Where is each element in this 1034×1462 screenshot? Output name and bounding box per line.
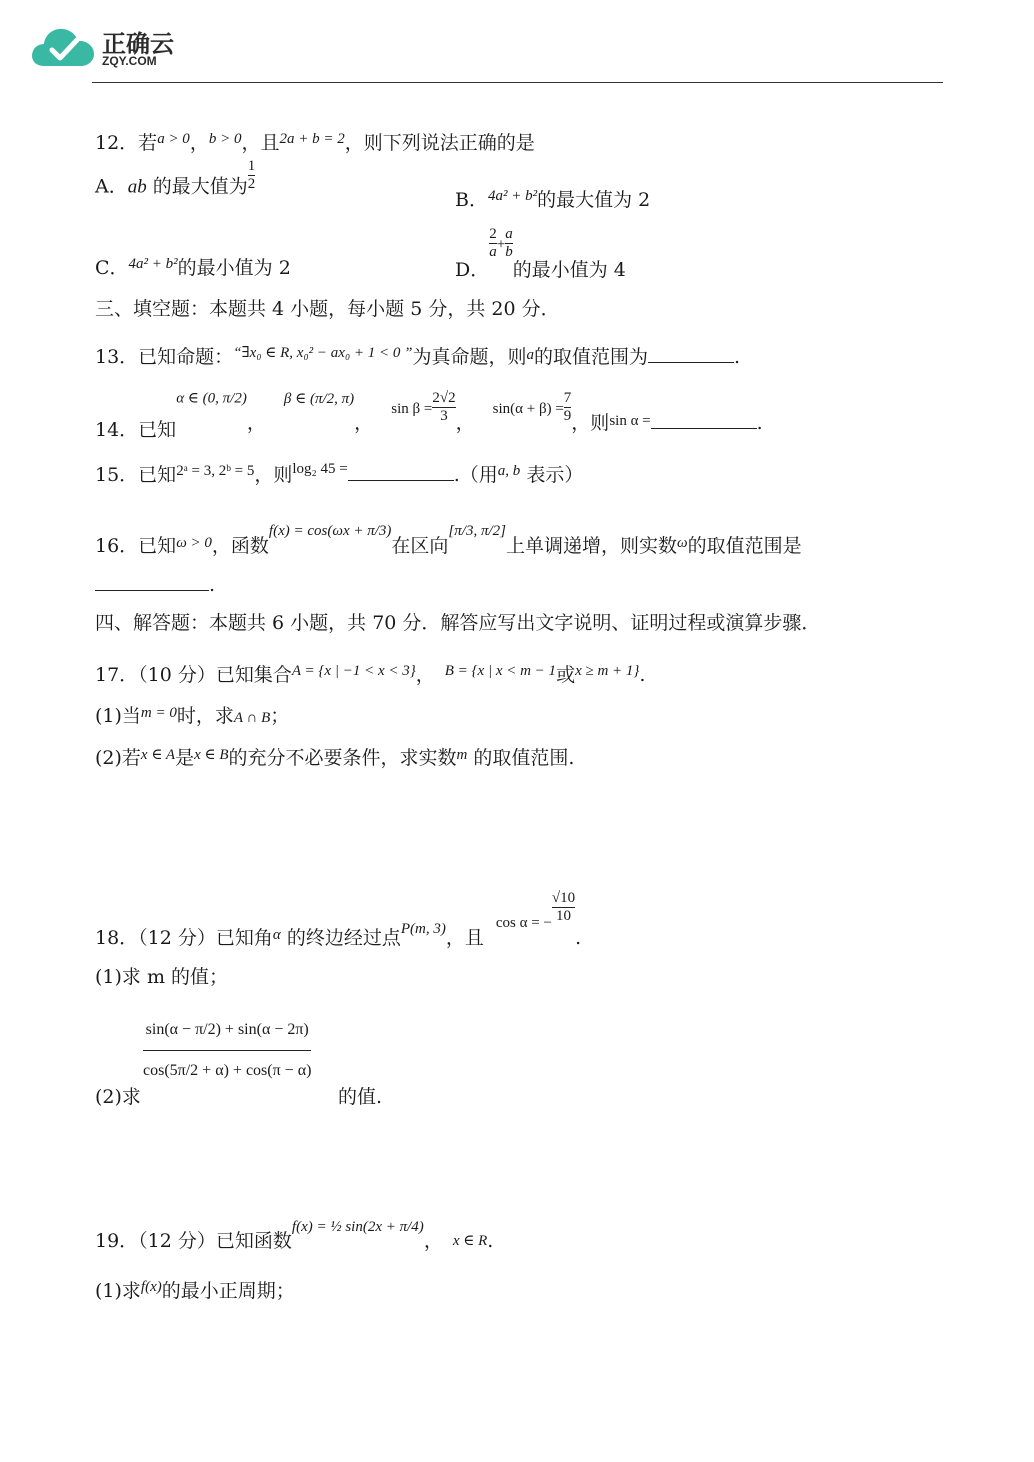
question-19-stem: 19．（12 分）已知函数$_{f(x) = \frac{1}{2} sin(2x + \pi/4)}$， $_{x \in R}$. (95, 1219, 494, 1252)
question-15: 15．已知$^{2ᵃ = 3, 2ᵇ = 5}$，则$^{log_2 45 =}$ .（用$^{a, b}$ 表示） (95, 461, 584, 486)
question-12-option-d: D． $\frac{2}{a}$ + $\frac{a}{b}$ 的最小值为 4 (455, 226, 626, 281)
brand-name: 正确云 (102, 30, 174, 58)
answer-blank (648, 344, 734, 363)
question-14: 14．已知α ∈ (0, π/2)， β ∈ (π/2, π)， $_{sin \beta =}$ $\frac{2√2}{3}$ ， $_{sin(\alpha + \beta) =}$ $\frac{7}{9}$ ，则$_{sin \alpha =}$ . (95, 390, 763, 441)
section-3-heading: 三、填空题：本题共 4 小题，每小题 5 分，共 20 分． (95, 298, 560, 320)
question-17-part-2: (2)若$^{x \in A}$是$^{x \in B}$的充分不必要条件，求实数$^m$ 的取值范围. (95, 747, 575, 769)
question-12-stem: 12．若$^{a > 0}$，$^{b > 0}$，且$^{2a + b = 2}$，则下列说法正确的是 (95, 131, 535, 154)
question-19-part-1: (1)求$^{f(x)}$的最小正周期； (95, 1279, 295, 1302)
question-17-stem: 17．（10 分）已知集合$^{A = \{x | -1 < x < 3\}}$， $^{B = \{x | x < m - 1}$或$^{x \ge m + 1\}}$. (95, 663, 646, 686)
question-16: 16．已知$_{\omega > 0}$，函数$_{f(x) = cos(\omega x + \pi/3)}$在区向$_{[\pi/3, \pi/2]}$上单调递增，则实数$_\omega$的取值范围是 (95, 523, 802, 557)
cloud-check-icon (30, 22, 102, 72)
question-18-stem: 18．（12 分）已知角$_\alpha$ 的终边经过点$_{P(m, 3)}$，且$_{cos \alpha = -}$ $\frac{√10}{10}$ . (95, 890, 582, 949)
question-12-option-c: C．$^{4a^2 + b^2}$的最小值为 2 (95, 256, 291, 279)
question-17-part-1: (1)当$^{m = 0}$时，求A ∩ B； (95, 705, 290, 727)
question-18-part-1: (1)求 m 的值； (95, 966, 229, 988)
answer-blank (651, 410, 757, 429)
answer-blank (348, 462, 454, 481)
question-13: 13．已知命题：$^{“\exists x_0 \in R, x_0^2 - ax_0 + 1 < 0 ”}$为真命题，则$^a$的取值范围为 . (95, 345, 741, 368)
header-divider (92, 82, 943, 83)
answer-blank (95, 572, 209, 591)
question-12-option-b: B．$^{4a^2 + b^2}$的最大值为 2 (455, 188, 651, 211)
question-12-option-a: A．ab 的最大值为 $\frac{1}{2}$ (95, 158, 256, 198)
brand-logo (30, 22, 190, 74)
brand-url: ZQY.COM (102, 54, 157, 68)
section-4-heading: 四、解答题：本题共 6 小题，共 70 分．解答应写出文字说明、证明过程或演算步骤． (95, 612, 821, 634)
question-16-answer-line: . (95, 572, 215, 596)
